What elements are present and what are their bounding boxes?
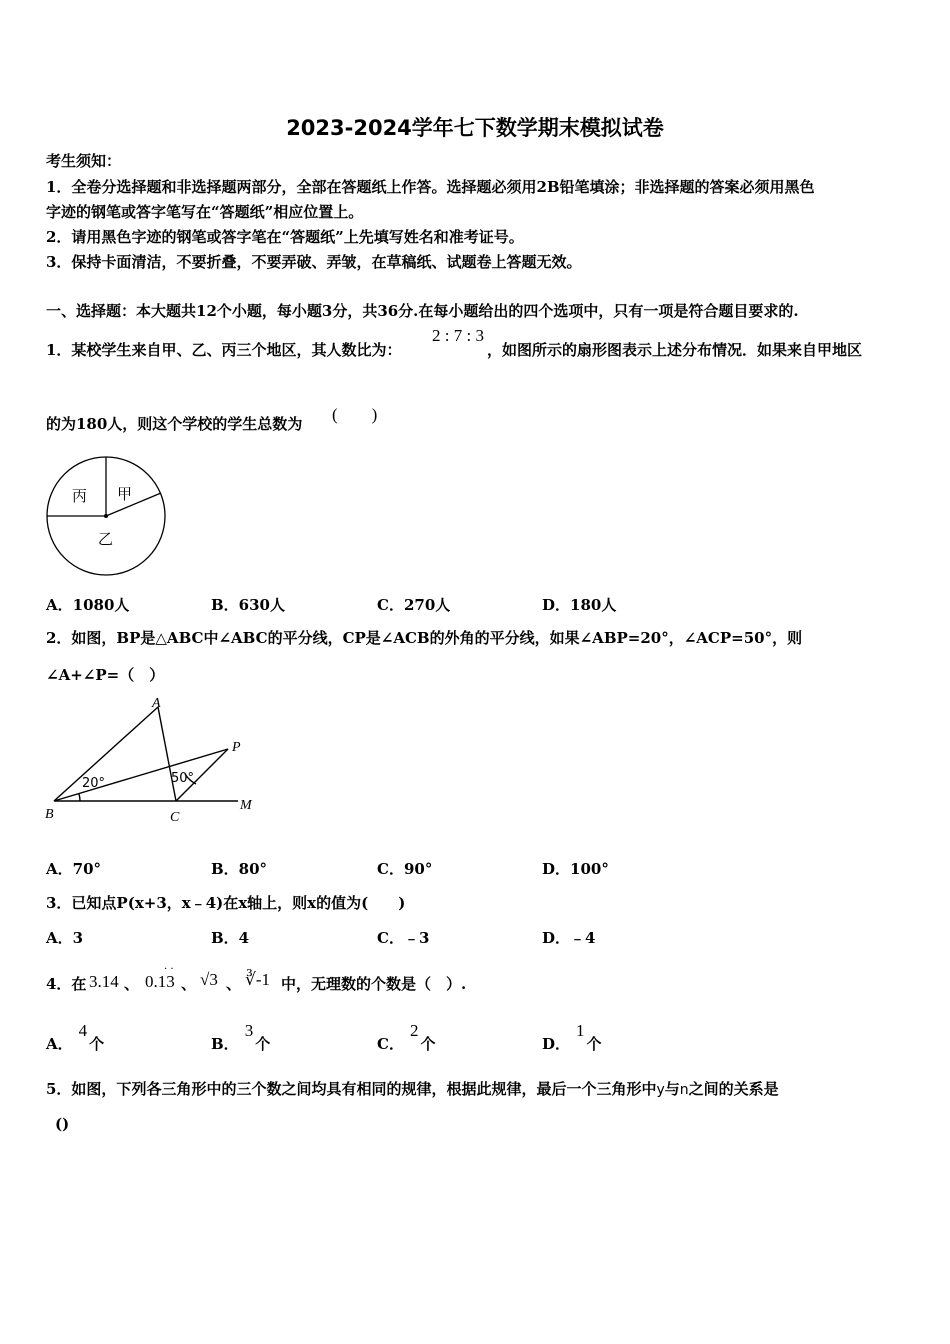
q5-text: 5．如图，下列各三角形中的三个数之间均具有相同的规律，根据此规律，最后一个三角形中y与n之间的关系是: [46, 1080, 779, 1098]
q4-separator: 、: [226, 975, 242, 993]
q1-option-d[interactable]: D．180人: [542, 596, 617, 614]
pie-center: [104, 514, 108, 518]
pie-label-jia: 甲: [117, 485, 133, 503]
q4-number-314: 3.14: [89, 972, 119, 991]
q1-text: 的为180人，则这个学校的学生总数为: [46, 415, 303, 433]
q4-separator: 、: [124, 975, 140, 993]
q2-text: 2．如图，BP是△ABC中∠ABC的平分线，CP是∠ACB的外角的平分线，如果∠ABP=20°，∠ACP=50°，则: [46, 629, 803, 647]
q3-option-a[interactable]: A．3: [46, 929, 84, 947]
q3-option-c[interactable]: C．﹣3: [377, 929, 430, 947]
pie-label-yi: 乙: [98, 530, 114, 548]
label-m: M: [240, 798, 252, 813]
q5-paren: (): [55, 1115, 70, 1133]
notice-item: 3．保持卡面清洁，不要折叠，不要弄破、弄皱，在草稿纸、试题卷上答题无效。: [46, 253, 582, 271]
q1-text: 1．某校学生来自甲、乙、丙三个地区，其人数比为：: [46, 341, 402, 359]
q4-option-d[interactable]: D．1个: [542, 1021, 602, 1053]
pie-label-bing: 丙: [72, 487, 88, 505]
pie-divider: [106, 493, 161, 516]
notice-item: 字迹的钢笔或答字笔写在“答题纸”相应位置上。: [46, 203, 364, 221]
q2-option-a[interactable]: A．70°: [46, 860, 102, 878]
notice-item: 1．全卷分选择题和非选择题两部分，全部在答题纸上作答。选择题必须用2B铅笔填涂；非选择题的答案必须用黑色: [46, 178, 815, 196]
q2-text: ∠A+∠P=（ ）: [46, 666, 165, 684]
q3-option-d[interactable]: D．﹣4: [542, 929, 596, 947]
notice-item: 2．请用黑色字迹的钢笔或答字笔在“答题纸”上先填写姓名和准考证号。: [46, 228, 524, 246]
q4-option-c[interactable]: C．2个: [377, 1021, 436, 1053]
q4-number-013: 0.13: [145, 972, 175, 991]
angle-label-50: 50°: [171, 771, 195, 786]
label-c: C: [170, 810, 180, 825]
q4-text: 中，无理数的个数是（ ）.: [281, 975, 467, 993]
q4-separator: 、: [181, 975, 197, 993]
q2-option-c[interactable]: C．90°: [377, 860, 433, 878]
q1-option-b[interactable]: B．630人: [211, 596, 285, 614]
q2-triangle-figure: [40, 690, 270, 825]
q1-text: ，如图所示的扇形图表示上述分布情况．如果来自甲地区: [487, 341, 863, 359]
q3-option-b[interactable]: B．4: [211, 929, 250, 947]
q2-option-b[interactable]: B．80°: [211, 860, 268, 878]
q4-text: 4．在: [46, 975, 87, 993]
repeating-dots: · ·: [164, 964, 174, 975]
notice-heading: 考生须知：: [46, 152, 122, 170]
q1-ratio: 2 : 7 : 3: [432, 326, 484, 345]
q4-option-b[interactable]: B．3个: [211, 1021, 271, 1053]
section-heading: 一、选择题：本大题共12个小题，每小题3分，共36分.在每小题给出的四个选项中，只有一项是符合题目要求的.: [46, 302, 799, 320]
q4-sqrt3: √3: [200, 970, 218, 989]
label-b: B: [45, 807, 54, 822]
angle-label-20: 20°: [82, 776, 106, 791]
label-p: P: [232, 740, 241, 755]
q1-option-a[interactable]: A．1080人: [46, 596, 130, 614]
q4-cbrt-minus1: ∛-1: [245, 970, 270, 989]
q1-option-c[interactable]: C．270人: [377, 596, 451, 614]
q3-text: 3．已知点P(x+3，x﹣4)在x轴上，则x的值为( ): [46, 894, 406, 912]
q1-paren: ( ): [332, 405, 378, 424]
q4-option-a[interactable]: A．4个: [46, 1021, 105, 1053]
q1-pie-chart: [40, 450, 175, 585]
page-title: 2023-2024学年七下数学期末模拟试卷: [286, 116, 664, 140]
label-a: A: [152, 696, 161, 711]
q2-option-d[interactable]: D．100°: [542, 860, 609, 878]
